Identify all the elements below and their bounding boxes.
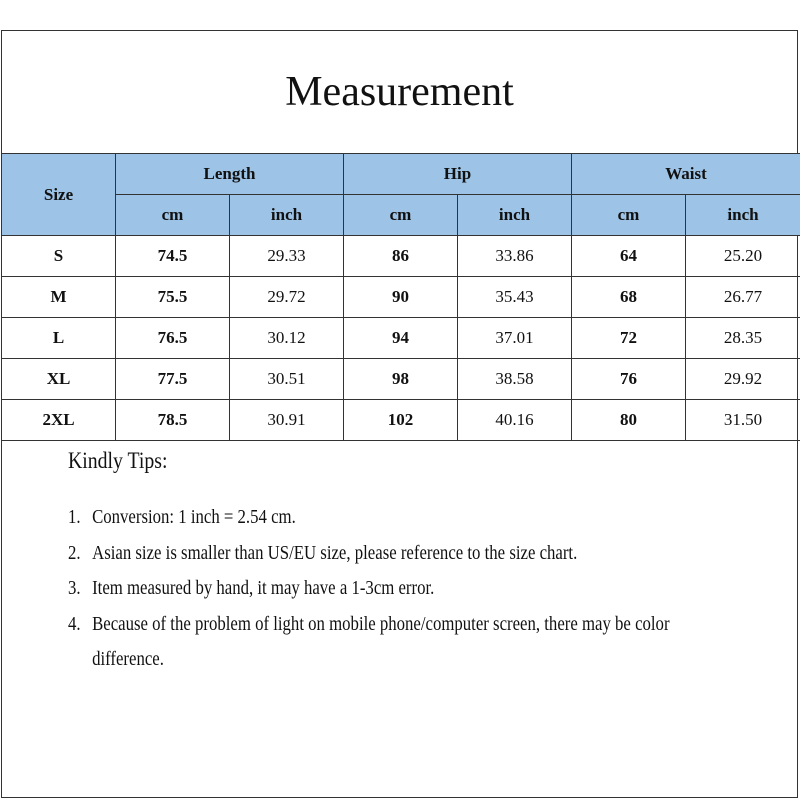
length-inch-header: inch (230, 195, 344, 236)
tip-text: Item measured by hand, it may have a 1-3cm error. (92, 578, 435, 599)
hip-inch-cell: 35.43 (458, 277, 572, 318)
waist-inch-cell: 29.92 (686, 359, 800, 400)
tip-item (68, 536, 670, 572)
tip-number: 1. (68, 507, 81, 528)
length-cm-cell: 76.5 (116, 318, 230, 359)
length-inch-cell: 30.91 (230, 400, 344, 441)
length-inch-cell: 29.33 (230, 236, 344, 277)
table-row (2, 318, 800, 359)
size-table (1, 153, 800, 441)
kindly-tips (68, 448, 670, 678)
hip-cm-cell: 90 (344, 277, 458, 318)
waist-inch-cell: 31.50 (686, 400, 800, 441)
waist-cm-cell: 76 (572, 359, 686, 400)
waist-cm-cell: 72 (572, 318, 686, 359)
hip-inch-cell: 40.16 (458, 400, 572, 441)
header-row-units (2, 195, 800, 236)
tip-number: 3. (68, 578, 81, 599)
length-inch-cell: 30.12 (230, 318, 344, 359)
hip-header: Hip (344, 154, 572, 195)
hip-cm-cell: 94 (344, 318, 458, 359)
page-title: Measurement (285, 69, 514, 115)
waist-header: Waist (572, 154, 800, 195)
tip-item (68, 571, 670, 607)
size-cell: XL (2, 359, 116, 400)
size-cell: 2XL (2, 400, 116, 441)
waist-cm-cell: 64 (572, 236, 686, 277)
length-header: Length (116, 154, 344, 195)
waist-inch-cell: 28.35 (686, 318, 800, 359)
tip-item (68, 607, 670, 678)
table-row (2, 400, 800, 441)
hip-inch-header: inch (458, 195, 572, 236)
tip-text: Asian size is smaller than US/EU size, please reference to the size chart. (92, 542, 578, 564)
length-inch-cell: 30.51 (230, 359, 344, 400)
waist-inch-header: inch (686, 195, 800, 236)
length-cm-header: cm (116, 195, 230, 236)
size-chart-frame (1, 30, 798, 798)
tip-number: 4. (68, 613, 81, 635)
size-cell: S (2, 236, 116, 277)
waist-inch-cell: 26.77 (686, 277, 800, 318)
tip-text: Because of the problem of light on mobile phone/computer screen, there may be color difference. (92, 613, 670, 670)
hip-inch-cell: 38.58 (458, 359, 572, 400)
hip-inch-cell: 33.86 (458, 236, 572, 277)
hip-cm-cell: 86 (344, 236, 458, 277)
table-row (2, 277, 800, 318)
table-row (2, 359, 800, 400)
length-cm-cell: 78.5 (116, 400, 230, 441)
hip-inch-cell: 37.01 (458, 318, 572, 359)
waist-cm-cell: 68 (572, 277, 686, 318)
length-cm-cell: 74.5 (116, 236, 230, 277)
tip-number: 2. (68, 542, 81, 564)
length-cm-cell: 75.5 (116, 277, 230, 318)
hip-cm-header: cm (344, 195, 458, 236)
size-cell: M (2, 277, 116, 318)
waist-cm-cell: 80 (572, 400, 686, 441)
length-inch-cell: 29.72 (230, 277, 344, 318)
tips-heading: Kindly Tips: (68, 448, 168, 473)
hip-cm-cell: 98 (344, 359, 458, 400)
tips-list (68, 500, 670, 678)
size-header: Size (2, 154, 116, 236)
tip-item (68, 500, 670, 536)
header-row-groups (2, 154, 800, 195)
waist-inch-cell: 25.20 (686, 236, 800, 277)
hip-cm-cell: 102 (344, 400, 458, 441)
length-cm-cell: 77.5 (116, 359, 230, 400)
table-row (2, 236, 800, 277)
waist-cm-header: cm (572, 195, 686, 236)
size-cell: L (2, 318, 116, 359)
tip-text: Conversion: 1 inch = 2.54 cm. (92, 507, 296, 528)
